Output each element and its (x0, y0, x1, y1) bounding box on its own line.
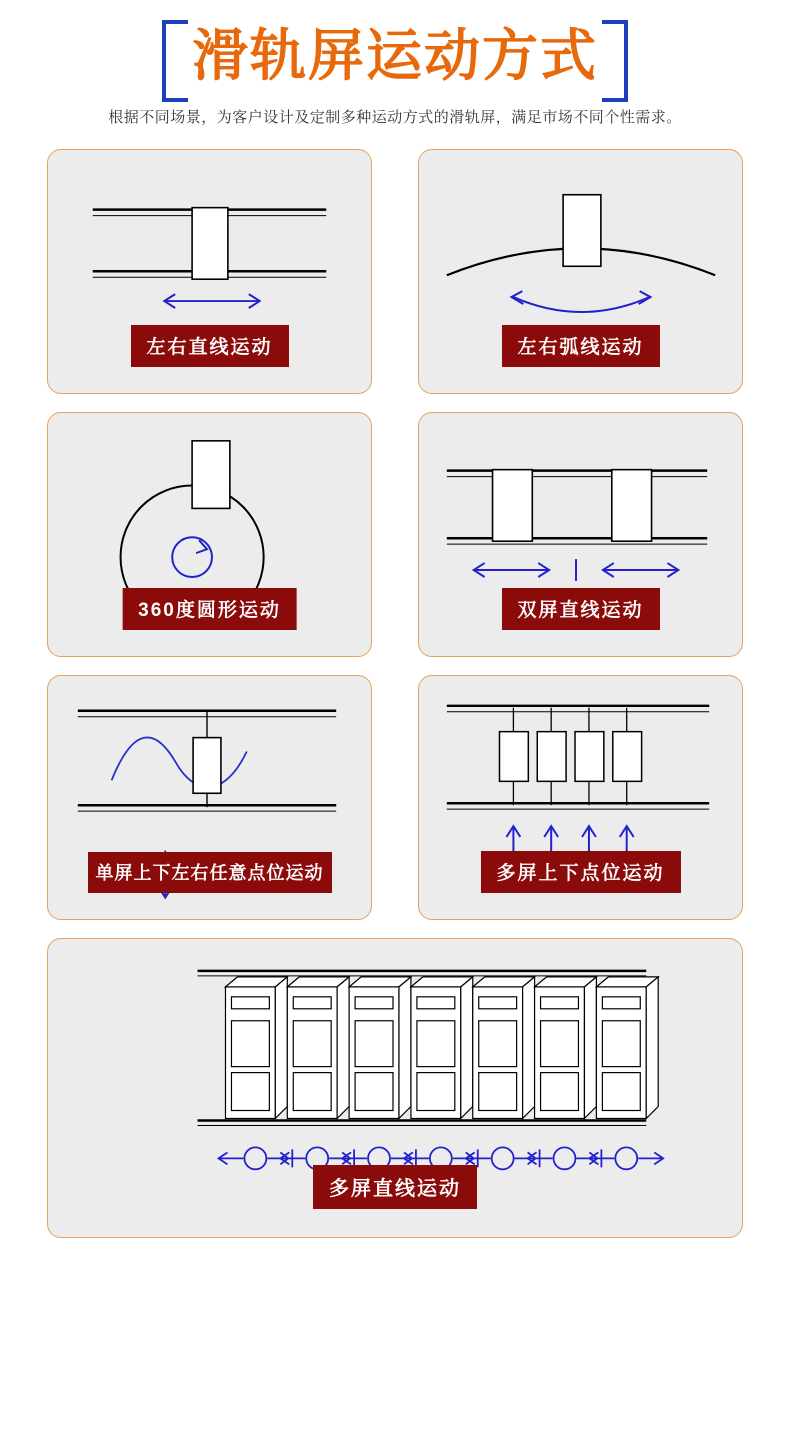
card-dual-linear[interactable] (418, 412, 743, 657)
cards-grid (47, 149, 743, 1238)
card-label: 左右弧线运动 (501, 325, 659, 367)
card-label: 左右直线运动 (130, 325, 288, 367)
card-arc-lr[interactable] (418, 149, 743, 394)
card-label: 双屏直线运动 (501, 588, 659, 630)
card-multi-linear[interactable] (47, 938, 743, 1238)
cards-row-4 (47, 938, 743, 1238)
card-label: 360度圆形运动 (122, 588, 297, 630)
cards-row-2 (47, 412, 743, 657)
card-label: 多屏上下点位运动 (480, 851, 680, 893)
card-circle-360[interactable] (47, 412, 372, 657)
card-multi-updown[interactable] (418, 675, 743, 920)
page-subtitle: 根据不同场景，为客户设计及定制多种运动方式的滑轨屏，满足市场不同个性需求。 (108, 109, 682, 127)
page-title: 滑轨屏运动方式 (166, 18, 624, 92)
header (0, 0, 790, 92)
cards-row-1 (47, 149, 743, 394)
card-single-any-point[interactable] (47, 675, 372, 920)
card-label: 单屏上下左右任意点位运动 (88, 852, 332, 893)
card-linear-lr[interactable] (47, 149, 372, 394)
card-label: 多屏直线运动 (313, 1165, 477, 1209)
cards-row-3 (47, 675, 743, 920)
